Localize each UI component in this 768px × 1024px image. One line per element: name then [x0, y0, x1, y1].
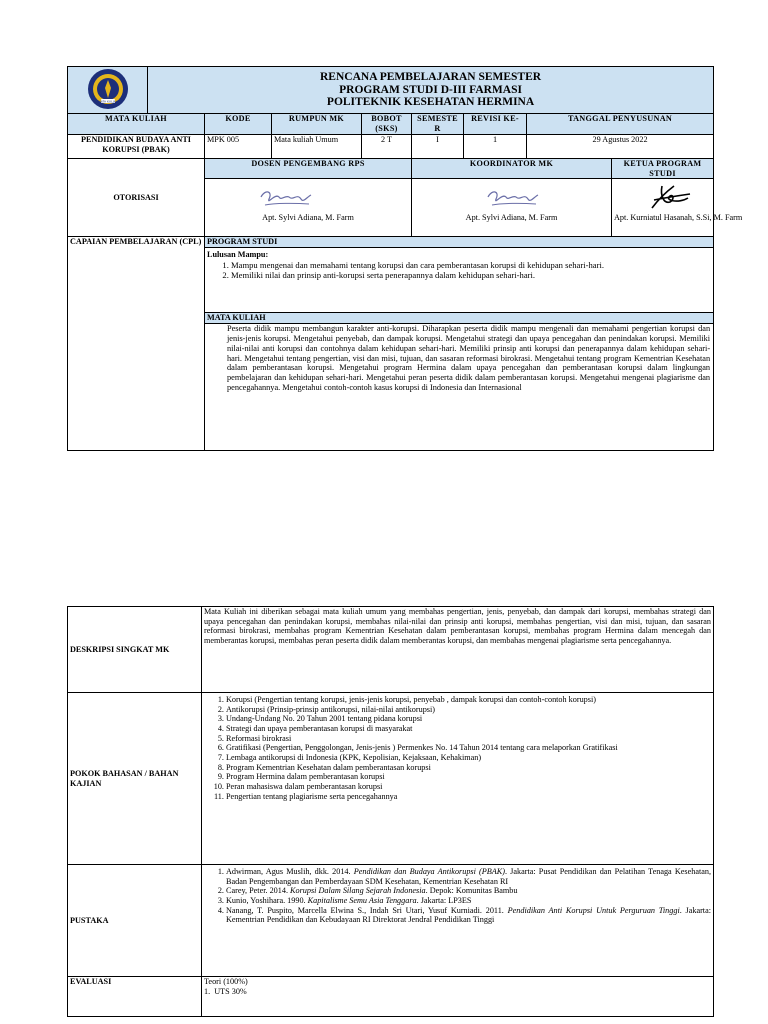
pustaka-item: 2. Carey, Peter. 2014. Korupsi Dalam Silang Sejarah Indonesia. Depok: Komunitas Bambu [226, 886, 711, 896]
course-semester: I [412, 135, 464, 159]
ketua-header: KETUA PROGRAM STUDI [612, 159, 714, 179]
cpl-prodi-content [205, 248, 714, 313]
deskripsi-text: Mata Kuliah ini diberikan sebagai mata kuliah umum yang membahas pengertian, jenis, penyebab, dan dampak dari korupsi, membahas strategi dan upaya pencegahan dan penindakan korupsi, membahas nilai-nilai dan prinsip anti korupsi, membahas pengertian, visi dan misi, tujuan, dan sasaran reformasi birokrasi, membahas program Kementrian Kesehatan dalam pemberantasan korupsi, membahas program Hermina dalam mencegah dan memberantas korupsi, membahas peran peserta didik dalam memberantas korupsi, dan membahas mengenai plagiarisme serta pencegahannya. [202, 607, 714, 693]
pokok-item: 8. Program Kementrian Kesehatan dalam pemberantasan korupsi [226, 763, 711, 773]
institution-logo-icon [87, 68, 129, 110]
evaluasi-content [202, 977, 714, 1017]
pokok-item: 6. Gratifikasi (Pengertian, Penggolongan, Jenis-jenis ) Permenkes No. 14 Tahun 2014 tentang cara melaporkan Gratifikasi [226, 743, 711, 753]
koordinator-header: KOORDINATOR MK [412, 159, 612, 179]
otorisasi-label: OTORISASI [68, 159, 205, 237]
logo-cell [68, 67, 148, 114]
pokok-item: 1. Korupsi (Pengertian tentang korupsi, jenis-jenis korupsi, penyebab , dampak korupsi dan contoh-contoh korupsi) [226, 695, 711, 705]
pokok-item: 5. Reformasi birokrasi [226, 734, 711, 744]
signature-icon [644, 182, 694, 212]
dosen-header: DOSEN PENGEMBANG RPS [205, 159, 412, 179]
title-line-3: POLITEKNIK KESEHATAN HERMINA [326, 96, 535, 109]
pokok-item: 3. Undang-Undang No. 20 Tahun 2001 tentang pidana korupsi [226, 714, 711, 724]
course-name: PENDIDIKAN BUDAYA ANTI KORUPSI (PBAK) [68, 135, 205, 159]
course-bobot: 2 T [362, 135, 412, 159]
rps-table [67, 66, 743, 451]
title-line-1: RENCANA PEMBELAJARAN SEMESTER [320, 70, 542, 83]
evaluasi-item: 1. UTS 30% [204, 986, 247, 996]
pustaka-item: 1. Adwirman, Agus Muslih, dkk. 2014. Pendidikan dan Budaya Antikorupsi (PBAK). Jakarta: Pusat Pendidikan dan Pelatihan Tenaga Kesehatan, Badan Pengembangan dan Pemberdayaan SDM Kesehatan, Kementrian Kesehatan RI [226, 867, 711, 886]
pokok-bahasan-list [202, 693, 714, 865]
koordinator-name: Apt. Sylvi Adiana, M. Farm [465, 213, 558, 223]
cpl-item: 2. Memiliki nilai dan prinsip anti-korupsi serta penerapannya dalam kehidupan sehari-hari. [231, 270, 711, 280]
course-revisi: 1 [464, 135, 527, 159]
title-line-2: PROGRAM STUDI D-III FARMASI [339, 83, 522, 96]
cpl-item: 1. Mampu mengenai dan memahami tentang korupsi dan cara pemberantasan korupsi di kehidupan sehari-hari. [231, 260, 711, 270]
logo-text: MATA KULIAH [97, 99, 118, 104]
dosen-signature-cell [205, 179, 412, 237]
pustaka-item: 3. Kunio, Yoshihara. 1990. Kapitalisme Semu Asia Tenggara. Jakarta: LP3ES [226, 896, 711, 906]
deskripsi-label: DESKRIPSI SINGKAT MK [68, 607, 202, 693]
ketua-signature-cell [612, 179, 743, 237]
col-mata-kuliah: MATA KULIAH [68, 114, 205, 135]
course-rumpun: Mata kuliah Umum [272, 135, 362, 159]
pokok-bahasan-label: POKOK BAHASAN / BAHAN KAJIAN [68, 693, 202, 865]
pokok-item: 7. Lembaga antikorupsi di Indonesia (KPK, Kepolisian, Kejaksaan, Kehakiman) [226, 753, 711, 763]
pustaka-list [202, 865, 714, 977]
cpl-label: CAPAIAN PEMBELAJARAN (CPL) [68, 237, 205, 451]
pokok-item: 9. Program Hermina dalam pemberantasan korupsi [226, 772, 711, 782]
col-semester: SEMESTE R [412, 114, 464, 135]
evaluasi-label: EVALUASI [68, 977, 202, 1017]
course-tanggal: 29 Agustus 2022 [527, 135, 714, 159]
pustaka-label: PUSTAKA [68, 865, 202, 977]
ketua-name: Apt. Kurniatul Hasanah, S.Si, M. Farm [614, 213, 743, 223]
koordinator-signature-cell [412, 179, 612, 237]
signature-icon [255, 187, 315, 213]
col-rumpun: RUMPUN MK [272, 114, 362, 135]
dosen-name: Apt. Sylvi Adiana, M. Farm [262, 213, 354, 223]
evaluasi-teori: Teori (100%) [204, 977, 248, 986]
mata-kuliah-header: MATA KULIAH [205, 313, 714, 324]
col-bobot: BOBOT (SKS) [362, 114, 412, 135]
rps-table-continued [67, 606, 714, 1017]
pokok-item: 2. Antikorupsi (Prinsip-prinsip antikorupsi, nilai-nilai antikorupsi) [226, 705, 711, 715]
signature-icon [482, 187, 542, 213]
course-kode: MPK 005 [205, 135, 272, 159]
col-tanggal: TANGGAL PENYUSUNAN [527, 114, 714, 135]
document-title [148, 67, 714, 114]
col-kode: KODE [205, 114, 272, 135]
program-studi-header: PROGRAM STUDI [205, 237, 714, 248]
col-revisi: REVISI KE- [464, 114, 527, 135]
lulusan-label: Lulusan Mampu: [207, 250, 269, 260]
pokok-item: 10. Peran mahasiswa dalam pemberantasan korupsi [226, 782, 711, 792]
pokok-item: 4. Strategi dan upaya pemberantasan korupsi di masyarakat [226, 724, 711, 734]
pustaka-item: 4. Nanang, T. Puspito, Marcella Elwina S., Indah Sri Utari, Yusuf Kurniadi. 2011. Pendidikan Anti Korupsi Untuk Perguruan Tinggi. Jakarta: Kementrian Pendidikan dan Kebudayaan RI Direktorat Jendral Pendidikan Tinggi [226, 906, 711, 925]
pokok-item: 11. Pengertian tentang plagiarisme serta pencegahannya [226, 792, 711, 802]
mata-kuliah-text: Peserta didik mampu membangun karakter anti-korupsi. Diharapkan peserta didik mampu mengenali dan memahami pengertian korupsi dan jenis-jenis korupsi. Mengetahui penyebab, dan dampak korupsi. Mengetahui strategi dan upaya pencegahan dan penindakan korupsi. Memiliki nilai-nilai anti korupsi dan contohnya dalam kehidupan sehari-hari. Memiliki prinsip anti korupsi dan penerapannya dalam kehidupan sehari-hari. Mengetahui tentang pengertian, visi dan misi, tujuan, dan sasaran reformasi birokrasi. Mengetahui tentang program Kementrian Kesehatan dalam pemberantasan korupsi. Mengetahui program Hermina dalam upaya pencegahan dan pemberantasan korupsi dalam lingkungan pembelajaran dan kehidupan sehari-hari. Mengetahui peran peserta didik dalam pemberantasan korupsi. Mengetahui mengenai plagiarisme dan pencegahannya. Mengetahui contoh-contoh kasus korupsi di Indonesia dan Internasional [205, 324, 714, 451]
